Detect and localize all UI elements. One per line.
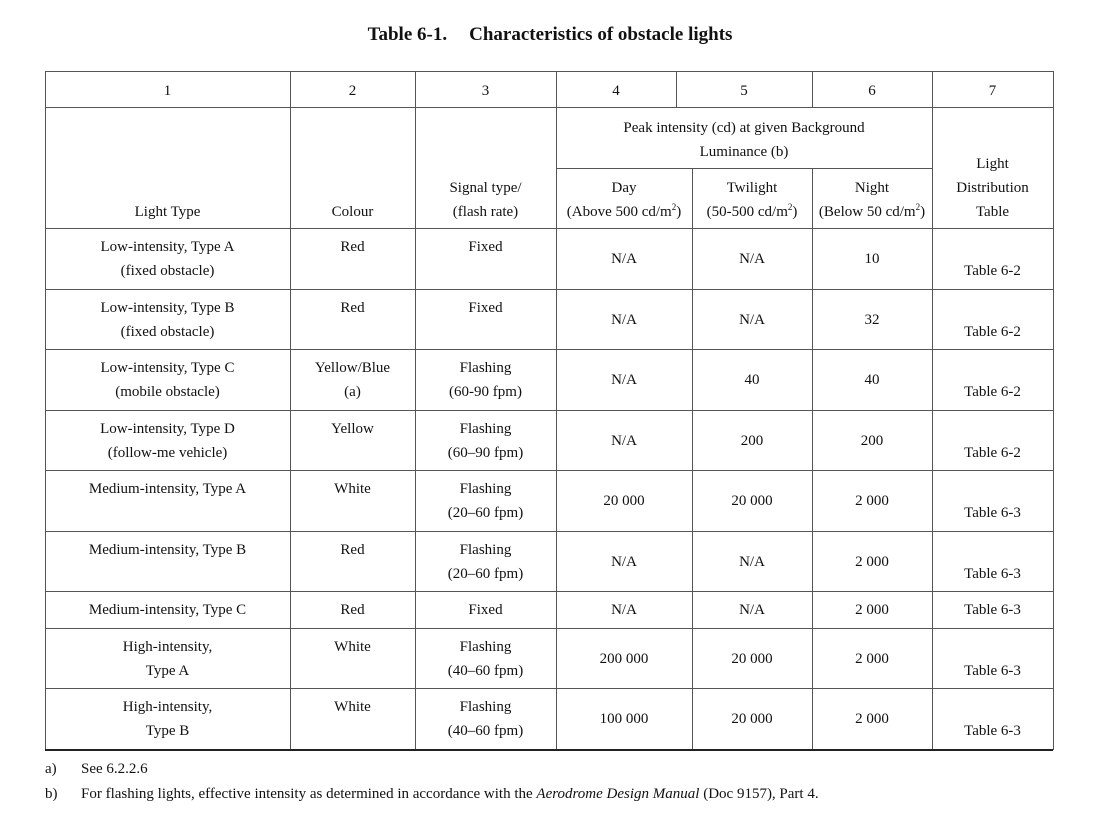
row-colour-line: White: [334, 639, 371, 655]
row-light-type: [45, 235, 290, 283]
row-twilight-intensity: [692, 647, 812, 671]
column-number: [932, 79, 1053, 103]
row-night-intensity-line: 2 000: [855, 493, 889, 509]
row-colour: [290, 598, 415, 622]
row-twilight-intensity: [692, 489, 812, 513]
grid-line: [1053, 71, 1054, 750]
column-number: [812, 79, 932, 103]
grid-line: [45, 591, 1053, 592]
row-twilight-intensity-line: 20 000: [731, 493, 773, 509]
row-day-intensity: [556, 647, 692, 671]
row-day-intensity-line: N/A: [611, 372, 637, 388]
row-day-intensity-line: 200 000: [599, 651, 649, 667]
header-distribution-table-line: Table: [975, 204, 1010, 220]
row-twilight-intensity: [692, 707, 812, 731]
row-twilight-intensity-line: N/A: [739, 602, 765, 618]
row-light-type: [45, 538, 290, 562]
row-signal-type: [415, 235, 556, 259]
header-light-type-line: Light Type: [134, 204, 201, 220]
row-light-type: [45, 417, 290, 465]
row-light-type-line: Low-intensity, Type A: [100, 239, 235, 255]
row-signal-type: [415, 598, 556, 622]
row-light-type-line: Type B: [145, 723, 190, 739]
grid-line: [45, 71, 1053, 72]
header-night: [812, 176, 932, 224]
header-twilight-line: (50-500 $cd/m^2$): [706, 202, 798, 220]
row-light-type-line: (fixed obstacle): [120, 324, 215, 340]
row-signal-type: [415, 296, 556, 320]
row-signal-type-line: (40–60 fpm): [447, 723, 524, 739]
row-signal-type-line: Fixed: [468, 300, 503, 316]
grid-line: [45, 410, 1053, 411]
footnote-b: [45, 786, 1045, 808]
row-twilight-intensity: [692, 429, 812, 453]
row-day-intensity-line: N/A: [611, 251, 637, 267]
row-light-type: [45, 598, 290, 622]
row-signal-type-line: Flashing: [459, 421, 512, 437]
row-distribution-table: [932, 659, 1053, 683]
row-light-type: [45, 356, 290, 404]
grid-line: [45, 349, 1053, 350]
row-signal-type: [415, 477, 556, 525]
row-distribution-table-line: Table 6-2: [964, 263, 1021, 279]
footnote-a: [45, 761, 1045, 783]
table-title: [0, 24, 1100, 46]
row-colour: [290, 635, 415, 659]
grid-line: [45, 749, 1053, 751]
column-number: [290, 79, 415, 103]
grid-line: [556, 168, 932, 169]
footnote-key: a): [45, 761, 57, 777]
row-night-intensity: [812, 598, 932, 622]
row-night-intensity: [812, 368, 932, 392]
row-light-type: [45, 296, 290, 344]
row-colour-line: (a): [344, 384, 361, 400]
row-night-intensity-line: 200: [860, 433, 884, 449]
row-twilight-intensity: [692, 368, 812, 392]
row-colour-line: Yellow/Blue: [314, 360, 391, 376]
row-night-intensity-line: 2 000: [855, 554, 889, 570]
row-twilight-intensity-line: 20 000: [731, 711, 773, 727]
column-number-line: 3: [481, 83, 490, 99]
row-twilight-intensity: [692, 550, 812, 574]
header-peak-intensity-line: Luminance (b): [699, 144, 789, 160]
row-light-type-line: (follow-me vehicle): [107, 445, 228, 461]
table-number: Table 6-1.: [367, 24, 448, 45]
header-day-line: (Above 500 $cd/m^2$): [566, 202, 682, 220]
header-signal-type-line: Signal type/: [449, 180, 522, 196]
row-signal-type-line: Flashing: [459, 360, 512, 376]
grid-line: [45, 228, 1053, 229]
row-night-intensity: [812, 429, 932, 453]
row-night-intensity-line: 2 000: [855, 711, 889, 727]
row-day-intensity-line: N/A: [611, 433, 637, 449]
row-day-intensity: [556, 429, 692, 453]
row-signal-type-line: Flashing: [459, 699, 512, 715]
header-twilight: [692, 176, 812, 224]
row-distribution-table: [932, 441, 1053, 465]
row-signal-type-line: Fixed: [468, 602, 503, 618]
row-twilight-intensity: [692, 247, 812, 271]
row-night-intensity: [812, 707, 932, 731]
header-light-type: [45, 200, 290, 224]
row-day-intensity: [556, 550, 692, 574]
row-distribution-table: [932, 320, 1053, 344]
row-colour-line: Red: [340, 542, 365, 558]
row-colour-line: White: [334, 699, 371, 715]
header-distribution-table-line: Light: [976, 156, 1009, 172]
row-light-type-line: Low-intensity, Type D: [100, 421, 235, 437]
row-light-type-line: Medium-intensity, Type A: [88, 481, 247, 497]
row-night-intensity-line: 32: [864, 312, 880, 328]
row-night-intensity-line: 2 000: [855, 602, 889, 618]
row-day-intensity-line: N/A: [611, 312, 637, 328]
row-night-intensity: [812, 647, 932, 671]
column-number: [415, 79, 556, 103]
grid-line: [45, 688, 1053, 689]
grid-line: [45, 289, 1053, 290]
row-distribution-table-line: Table 6-3: [964, 505, 1021, 521]
column-number-line: 6: [868, 83, 876, 99]
row-night-intensity-line: 40: [864, 372, 880, 388]
row-twilight-intensity-line: N/A: [739, 554, 765, 570]
header-distribution-table-line: Distribution: [956, 180, 1029, 196]
row-colour: [290, 477, 415, 501]
row-day-intensity: [556, 598, 692, 622]
row-signal-type: [415, 538, 556, 586]
column-number-line: 5: [740, 83, 748, 99]
column-number-line: 1: [163, 83, 172, 99]
row-light-type: [45, 477, 290, 501]
row-colour-line: Yellow: [331, 421, 374, 437]
row-signal-type-line: Flashing: [459, 542, 512, 558]
row-day-intensity: [556, 707, 692, 731]
row-day-intensity-line: N/A: [611, 554, 637, 570]
row-light-type-line: Medium-intensity, Type B: [88, 542, 247, 558]
header-night-line: Night: [854, 180, 890, 196]
row-twilight-intensity-line: N/A: [739, 251, 765, 267]
header-peak-intensity-line: Peak intensity (cd) at given Background: [623, 120, 865, 136]
footnote-text: For flashing lights, effective intensity as determined in accordance with the Aerodrome Design Manual (Doc 9157), Part 4.: [81, 786, 819, 802]
header-night-line: (Below 50 $cd/m^2$): [818, 202, 926, 220]
row-distribution-table: [932, 719, 1053, 743]
header-twilight-line: Twilight: [726, 180, 778, 196]
row-day-intensity: [556, 368, 692, 392]
header-signal-type-line: (flash rate): [452, 204, 519, 220]
row-light-type-line: High-intensity,: [122, 699, 213, 715]
grid-line: [45, 531, 1053, 532]
grid-line: [45, 470, 1053, 471]
header-day: [556, 176, 692, 224]
row-twilight-intensity-line: N/A: [739, 312, 765, 328]
row-signal-type: [415, 356, 556, 404]
row-colour: [290, 235, 415, 259]
row-distribution-table-line: Table 6-2: [964, 324, 1021, 340]
row-colour: [290, 356, 415, 404]
header-signal-type: [415, 176, 556, 224]
row-distribution-table-line: Table 6-3: [964, 723, 1021, 739]
row-light-type-line: Type A: [145, 663, 190, 679]
row-colour: [290, 695, 415, 719]
header-colour-line: Colour: [331, 204, 374, 220]
row-distribution-table-line: Table 6-3: [964, 663, 1021, 679]
row-day-intensity: [556, 489, 692, 513]
row-signal-type-line: (20–60 fpm): [447, 566, 524, 582]
row-distribution-table: [932, 501, 1053, 525]
row-light-type: [45, 695, 290, 743]
header-peak-intensity: [556, 116, 932, 164]
row-light-type-line: Medium-intensity, Type C: [88, 602, 247, 618]
column-number-line: 7: [988, 83, 997, 99]
row-day-intensity-line: 100 000: [599, 711, 649, 727]
grid-line: [45, 628, 1053, 629]
row-light-type: [45, 635, 290, 683]
row-signal-type: [415, 635, 556, 683]
column-number-line: 4: [612, 83, 620, 99]
row-colour: [290, 296, 415, 320]
row-distribution-table: [932, 598, 1053, 622]
row-distribution-table: [932, 259, 1053, 283]
row-night-intensity: [812, 247, 932, 271]
column-number: [556, 79, 676, 103]
header-day-line: Day: [611, 180, 637, 196]
row-light-type-line: High-intensity,: [122, 639, 213, 655]
row-light-type-line: Low-intensity, Type C: [100, 360, 235, 376]
header-colour: [290, 200, 415, 224]
footnote-key: b): [45, 786, 58, 802]
row-colour: [290, 417, 415, 441]
column-number: [45, 79, 290, 103]
row-colour-line: Red: [340, 300, 365, 316]
row-colour-line: Red: [340, 239, 365, 255]
row-signal-type-line: (40–60 fpm): [447, 663, 524, 679]
row-colour-line: White: [334, 481, 371, 497]
row-twilight-intensity: [692, 598, 812, 622]
row-distribution-table-line: Table 6-2: [964, 384, 1021, 400]
row-night-intensity: [812, 489, 932, 513]
row-light-type-line: (fixed obstacle): [120, 263, 215, 279]
row-twilight-intensity-line: 200: [740, 433, 764, 449]
row-light-type-line: Low-intensity, Type B: [100, 300, 235, 316]
row-night-intensity: [812, 308, 932, 332]
row-distribution-table-line: Table 6-3: [964, 602, 1021, 618]
row-colour: [290, 538, 415, 562]
row-twilight-intensity-line: 40: [744, 372, 760, 388]
row-night-intensity-line: 10: [864, 251, 880, 267]
row-distribution-table: [932, 562, 1053, 586]
row-signal-type: [415, 417, 556, 465]
row-distribution-table-line: Table 6-2: [964, 445, 1021, 461]
column-number-line: 2: [348, 83, 357, 99]
row-twilight-intensity-line: 20 000: [731, 651, 773, 667]
row-day-intensity-line: N/A: [611, 602, 637, 618]
row-day-intensity: [556, 247, 692, 271]
header-distribution-table: [932, 152, 1053, 224]
row-day-intensity-line: 20 000: [603, 493, 645, 509]
grid-line: [45, 107, 1053, 108]
row-distribution-table-line: Table 6-3: [964, 566, 1021, 582]
manual-title: Aerodrome Design Manual: [536, 786, 700, 802]
row-signal-type-line: Flashing: [459, 639, 512, 655]
row-signal-type-line: (60–90 fpm): [447, 445, 524, 461]
row-signal-type-line: Fixed: [468, 239, 503, 255]
column-number: [676, 79, 812, 103]
row-night-intensity-line: 2 000: [855, 651, 889, 667]
row-light-type-line: (mobile obstacle): [115, 384, 220, 400]
row-night-intensity: [812, 550, 932, 574]
row-distribution-table: [932, 380, 1053, 404]
row-signal-type: [415, 695, 556, 743]
row-day-intensity: [556, 308, 692, 332]
row-colour-line: Red: [340, 602, 365, 618]
table-caption: Characteristics of obstacle lights: [469, 24, 733, 45]
footnote-text: See 6.2.2.6: [81, 761, 148, 777]
row-twilight-intensity: [692, 308, 812, 332]
row-signal-type-line: (60-90 fpm): [449, 384, 522, 400]
row-signal-type-line: (20–60 fpm): [447, 505, 524, 521]
row-signal-type-line: Flashing: [459, 481, 512, 497]
